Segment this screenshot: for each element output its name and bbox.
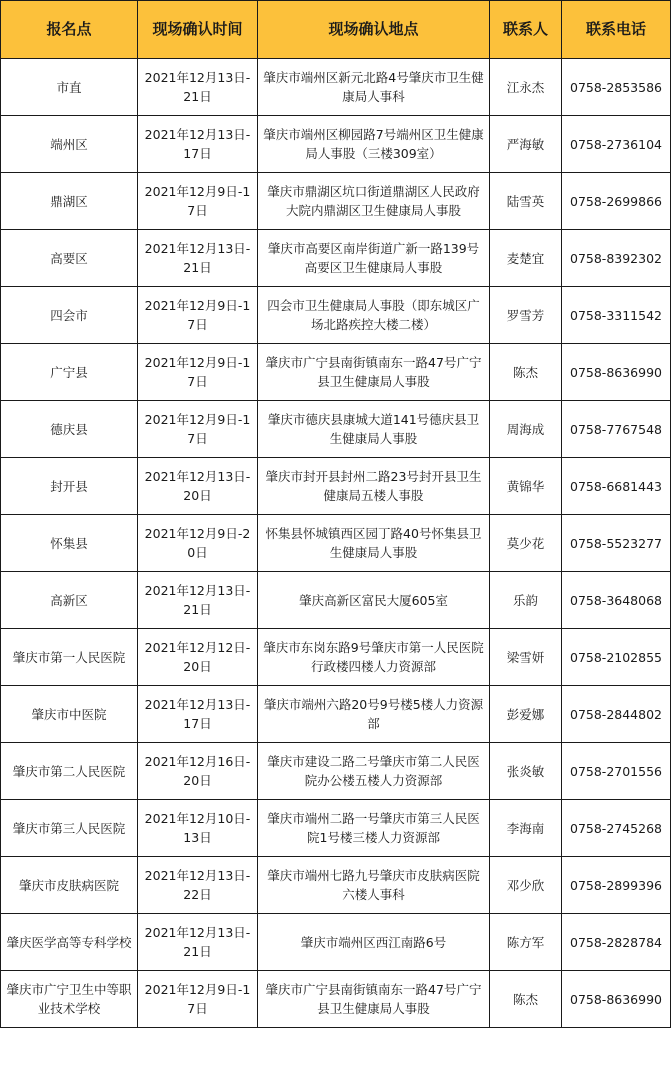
cell-contact: 李海南 — [490, 800, 562, 857]
cell-site: 肇庆市中医院 — [1, 686, 138, 743]
table-row — [1, 629, 671, 686]
cell-site: 肇庆市广宁卫生中等职业技术学校 — [1, 971, 138, 1028]
cell-contact: 梁雪妍 — [490, 629, 562, 686]
cell-phone: 0758-2844802 — [562, 686, 671, 743]
cell-time: 2021年12月9日-17日 — [138, 287, 258, 344]
cell-site: 高要区 — [1, 230, 138, 287]
cell-contact: 陈方军 — [490, 914, 562, 971]
header-row — [1, 1, 671, 59]
table-row — [1, 458, 671, 515]
cell-time: 2021年12月16日-20日 — [138, 743, 258, 800]
cell-site: 端州区 — [1, 116, 138, 173]
cell-place: 肇庆市鼎湖区坑口街道鼎湖区人民政府大院内鼎湖区卫生健康局人事股 — [258, 173, 490, 230]
cell-place: 肇庆市端州六路20号9号楼5楼人力资源部 — [258, 686, 490, 743]
cell-place: 肇庆市端州二路一号肇庆市第三人民医院1号楼三楼人力资源部 — [258, 800, 490, 857]
header-contact: 联系人 — [490, 1, 562, 59]
header-place: 现场确认地点 — [258, 1, 490, 59]
cell-site: 肇庆市第三人民医院 — [1, 800, 138, 857]
cell-phone: 0758-7767548 — [562, 401, 671, 458]
table-row — [1, 230, 671, 287]
cell-contact: 江永杰 — [490, 59, 562, 116]
table-row — [1, 59, 671, 116]
cell-site: 高新区 — [1, 572, 138, 629]
cell-phone: 0758-5523277 — [562, 515, 671, 572]
cell-site: 肇庆市第一人民医院 — [1, 629, 138, 686]
cell-site: 封开县 — [1, 458, 138, 515]
cell-place: 四会市卫生健康局人事股（即东城区广场北路疾控大楼二楼） — [258, 287, 490, 344]
cell-time: 2021年12月13日-21日 — [138, 59, 258, 116]
header-time: 现场确认时间 — [138, 1, 258, 59]
cell-phone: 0758-6681443 — [562, 458, 671, 515]
cell-phone: 0758-8636990 — [562, 344, 671, 401]
cell-time: 2021年12月13日-21日 — [138, 572, 258, 629]
cell-place: 肇庆市端州区柳园路7号端州区卫生健康局人事股（三楼309室） — [258, 116, 490, 173]
cell-contact: 乐韵 — [490, 572, 562, 629]
cell-phone: 0758-8636990 — [562, 971, 671, 1028]
table-header — [1, 1, 671, 59]
cell-phone: 0758-3311542 — [562, 287, 671, 344]
cell-contact: 严海敏 — [490, 116, 562, 173]
table-row — [1, 743, 671, 800]
cell-time: 2021年12月13日-17日 — [138, 116, 258, 173]
cell-time: 2021年12月13日-20日 — [138, 458, 258, 515]
cell-time: 2021年12月9日-17日 — [138, 971, 258, 1028]
cell-contact: 陈杰 — [490, 344, 562, 401]
cell-contact: 彭爱娜 — [490, 686, 562, 743]
header-site: 报名点 — [1, 1, 138, 59]
table-row — [1, 800, 671, 857]
table-row — [1, 572, 671, 629]
table-row — [1, 914, 671, 971]
table-row — [1, 686, 671, 743]
table-row — [1, 173, 671, 230]
cell-contact: 张炎敏 — [490, 743, 562, 800]
table-row — [1, 971, 671, 1028]
cell-contact: 邓少欣 — [490, 857, 562, 914]
cell-phone: 0758-2745268 — [562, 800, 671, 857]
table-row — [1, 401, 671, 458]
cell-contact: 莫少花 — [490, 515, 562, 572]
cell-contact: 麦楚宜 — [490, 230, 562, 287]
cell-site: 怀集县 — [1, 515, 138, 572]
cell-time: 2021年12月9日-20日 — [138, 515, 258, 572]
cell-site: 肇庆医学高等专科学校 — [1, 914, 138, 971]
cell-time: 2021年12月12日-20日 — [138, 629, 258, 686]
cell-site: 广宁县 — [1, 344, 138, 401]
cell-site: 肇庆市第二人民医院 — [1, 743, 138, 800]
cell-site: 肇庆市皮肤病医院 — [1, 857, 138, 914]
cell-phone: 0758-8392302 — [562, 230, 671, 287]
cell-time: 2021年12月9日-17日 — [138, 344, 258, 401]
cell-place: 肇庆市封开县封州二路23号封开县卫生健康局五楼人事股 — [258, 458, 490, 515]
cell-place: 肇庆市广宁县南街镇南东一路47号广宁县卫生健康局人事股 — [258, 344, 490, 401]
cell-phone: 0758-2899396 — [562, 857, 671, 914]
cell-time: 2021年12月9日-17日 — [138, 173, 258, 230]
cell-phone: 0758-3648068 — [562, 572, 671, 629]
cell-site: 德庆县 — [1, 401, 138, 458]
cell-time: 2021年12月13日-22日 — [138, 857, 258, 914]
cell-site: 四会市 — [1, 287, 138, 344]
table-body — [1, 59, 671, 1028]
cell-site: 市直 — [1, 59, 138, 116]
cell-phone: 0758-2736104 — [562, 116, 671, 173]
cell-place: 肇庆市高要区南岸街道广新一路139号高要区卫生健康局人事股 — [258, 230, 490, 287]
cell-place: 肇庆市德庆县康城大道141号德庆县卫生健康局人事股 — [258, 401, 490, 458]
cell-phone: 0758-2699866 — [562, 173, 671, 230]
cell-time: 2021年12月9日-17日 — [138, 401, 258, 458]
cell-time: 2021年12月13日-17日 — [138, 686, 258, 743]
cell-phone: 0758-2102855 — [562, 629, 671, 686]
cell-place: 怀集县怀城镇西区园丁路40号怀集县卫生健康局人事股 — [258, 515, 490, 572]
header-phone: 联系电话 — [562, 1, 671, 59]
cell-time: 2021年12月13日-21日 — [138, 914, 258, 971]
cell-phone: 0758-2853586 — [562, 59, 671, 116]
cell-place: 肇庆高新区富民大厦605室 — [258, 572, 490, 629]
table-row — [1, 116, 671, 173]
cell-time: 2021年12月13日-21日 — [138, 230, 258, 287]
table-row — [1, 344, 671, 401]
cell-place: 肇庆市端州区西江南路6号 — [258, 914, 490, 971]
cell-phone: 0758-2828784 — [562, 914, 671, 971]
cell-place: 肇庆市端州区新元北路4号肇庆市卫生健康局人事科 — [258, 59, 490, 116]
cell-place: 肇庆市东岗东路9号肇庆市第一人民医院行政楼四楼人力资源部 — [258, 629, 490, 686]
cell-contact: 陆雪英 — [490, 173, 562, 230]
cell-contact: 黄锦华 — [490, 458, 562, 515]
cell-site: 鼎湖区 — [1, 173, 138, 230]
cell-time: 2021年12月10日-13日 — [138, 800, 258, 857]
table-row — [1, 287, 671, 344]
cell-contact: 罗雪芳 — [490, 287, 562, 344]
cell-phone: 0758-2701556 — [562, 743, 671, 800]
table-row — [1, 515, 671, 572]
table-row — [1, 857, 671, 914]
cell-contact: 陈杰 — [490, 971, 562, 1028]
cell-place: 肇庆市广宁县南街镇南东一路47号广宁县卫生健康局人事股 — [258, 971, 490, 1028]
cell-contact: 周海成 — [490, 401, 562, 458]
cell-place: 肇庆市端州七路九号肇庆市皮肤病医院六楼人事科 — [258, 857, 490, 914]
cell-place: 肇庆市建设二路二号肇庆市第二人民医院办公楼五楼人力资源部 — [258, 743, 490, 800]
